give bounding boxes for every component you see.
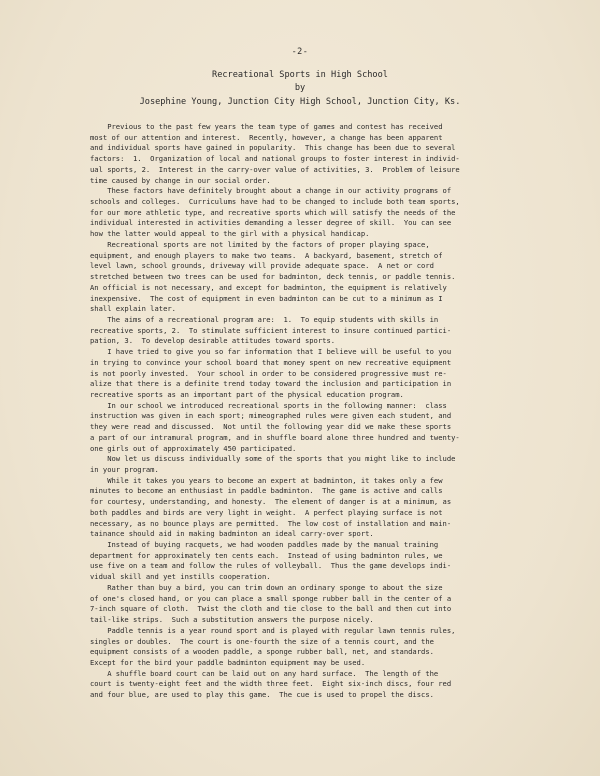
text-line: in your program. bbox=[90, 465, 159, 474]
text-line: use five on a team and follow the rules of volleyball. Thus the game develops indi- bbox=[90, 561, 452, 571]
text-line: department for approximately ten cents each. Instead of using badminton rules, we bbox=[90, 550, 443, 560]
text-line: ual sports, 2. Interest in the carry-over value of activities, 3. Problem of leisure bbox=[90, 164, 460, 174]
text-line: and individual sports have gained in popularity. This change has been due to several bbox=[90, 143, 456, 153]
text-line: a part of our intramural program, and in shuffle board alone three hundred and twenty- bbox=[90, 432, 460, 442]
text-line: most of our attention and interest. Recently, however, a change has been apparent bbox=[90, 132, 443, 142]
text-line: recreative sports as an important part of the physical education program. bbox=[90, 389, 404, 399]
text-line: is not poorly invested. Your school in order to be considered progressive must re- bbox=[90, 368, 447, 378]
text-line: Previous to the past few years the team type of games and contest has received bbox=[90, 122, 443, 131]
text-line: schools and colleges. Curriculums have had to be changed to include both team sports, bbox=[90, 197, 460, 207]
text-line: alize that there is a definite trend today toward the inclusion and participation in bbox=[90, 379, 452, 389]
body-text bbox=[90, 122, 534, 701]
text-line: shall explain later. bbox=[90, 304, 176, 314]
text-line: how the latter would appeal to the girl with a physical handicap. bbox=[90, 229, 370, 239]
text-line: A shuffle board court can be laid out on any hard surface. The length of the bbox=[90, 668, 439, 678]
text-line: I have tried to give you so far information that I believe will be useful to you bbox=[90, 347, 452, 357]
text-line: equipment consists of a wooden paddle, a sponge rubber ball, net, and standards. bbox=[90, 647, 434, 657]
text-line: Instead of buying racquets, we had wooden paddles made by the manual training bbox=[90, 540, 439, 550]
text-line: for courtesy, understanding, and honesty. The element of danger is at a minimum, as bbox=[90, 497, 452, 507]
text-line: minutes to become an enthusiast in paddle badminton. The game is active and calls bbox=[90, 486, 443, 496]
text-line: While it takes you years to become an expert at badminton, it takes only a few bbox=[90, 475, 443, 485]
text-line: In our school we introduced recreational sports in the following manner: class bbox=[90, 400, 447, 410]
text-line: for our more athletic type, and recreative sports which will satisfy the needs of the bbox=[90, 207, 456, 217]
text-line: factors: 1. Organization of local and national groups to foster interest in individ- bbox=[90, 154, 460, 164]
text-line: and four blue, are used to play this game. The cue is used to propel the discs. bbox=[90, 690, 434, 700]
text-line: one girls out of approximately 450 participated. bbox=[90, 443, 297, 453]
text-line: Paddle tennis is a year round sport and is played with regular lawn tennis rules, bbox=[90, 625, 456, 635]
text-line: Except for the bird your paddle badminton equipment may be used. bbox=[90, 657, 366, 667]
text-line: Rather than buy a bird, you can trim down an ordinary sponge to about the size bbox=[90, 582, 443, 592]
text-line: both paddles and birds are very light in weight. A perfect playing surface is not bbox=[90, 507, 443, 517]
text-line: tainance should aid in making badminton an ideal carry-over sport. bbox=[90, 529, 374, 539]
text-line: recreative sports, 2. To stimulate sufficient interest to insure continued partici- bbox=[90, 325, 452, 335]
article-title: Recreational Sports in High School bbox=[212, 70, 388, 80]
text-line: court is twenty-eight feet and the width three feet. Eight six-inch discs, four red bbox=[90, 679, 452, 689]
text-line: in trying to convince your school board that money spent on new recreative equipment bbox=[90, 357, 452, 367]
page-number: -2- bbox=[291, 47, 309, 57]
author-line: Josephine Young, Junction City High School, Junction City, Ks. bbox=[139, 97, 461, 107]
text-line: time caused by change in our social order. bbox=[90, 175, 271, 185]
text-line: of one's closed hand, or you can place a small sponge rubber ball in the center of a bbox=[90, 593, 452, 603]
text-line: they were read and discussed. Not until the following year did we make these sports bbox=[90, 422, 452, 432]
text-line: vidual skill and yet instills cooperation. bbox=[90, 572, 271, 582]
text-line: tail-like strips. Such a substitution answers the purpose nicely. bbox=[90, 615, 374, 625]
text-line: singles or doubles. The court is one-fourth the size of a tennis court, and the bbox=[90, 636, 434, 646]
text-line: equipment, and enough players to make two teams. A backyard, basement, stretch of bbox=[90, 250, 443, 260]
text-line: Now let us discuss individually some of the sports that you might like to include bbox=[90, 454, 456, 464]
text-line: These factors have definitely brought about a change in our activity programs of bbox=[90, 186, 452, 196]
text-line: level lawn, school grounds, driveway will provide adequate space. A net or cord bbox=[90, 261, 434, 271]
text-line: pation, 3. To develop desirable attitudes toward sports. bbox=[90, 336, 336, 346]
text-line: necessary, as no bounce plays are permitted. The low cost of installation and main- bbox=[90, 518, 452, 528]
text-line: Recreational sports are not limited by the factors of proper playing space, bbox=[90, 239, 430, 249]
text-line: The aims of a recreational program are: 1. To equip students with skills in bbox=[90, 314, 439, 324]
byline-by: by bbox=[294, 83, 306, 93]
text-line: individual interested in activities demanding a lesser degree of skill. You can see bbox=[90, 218, 452, 228]
text-line: inexpensive. The cost of equipment in even badminton can be cut to a minimum as I bbox=[90, 293, 443, 303]
text-line: 7-inch square of cloth. Twist the cloth and tie close to the ball and then cut into bbox=[90, 604, 452, 614]
text-line: instruction was given in each sport; mimeographed rules were given each student, and bbox=[90, 411, 452, 421]
text-line: stretched between two trees can be used for badminton, deck tennis, or paddle tennis. bbox=[90, 272, 456, 282]
text-line: An official is not necessary, and except for badminton, the equipment is relatively bbox=[90, 282, 447, 292]
